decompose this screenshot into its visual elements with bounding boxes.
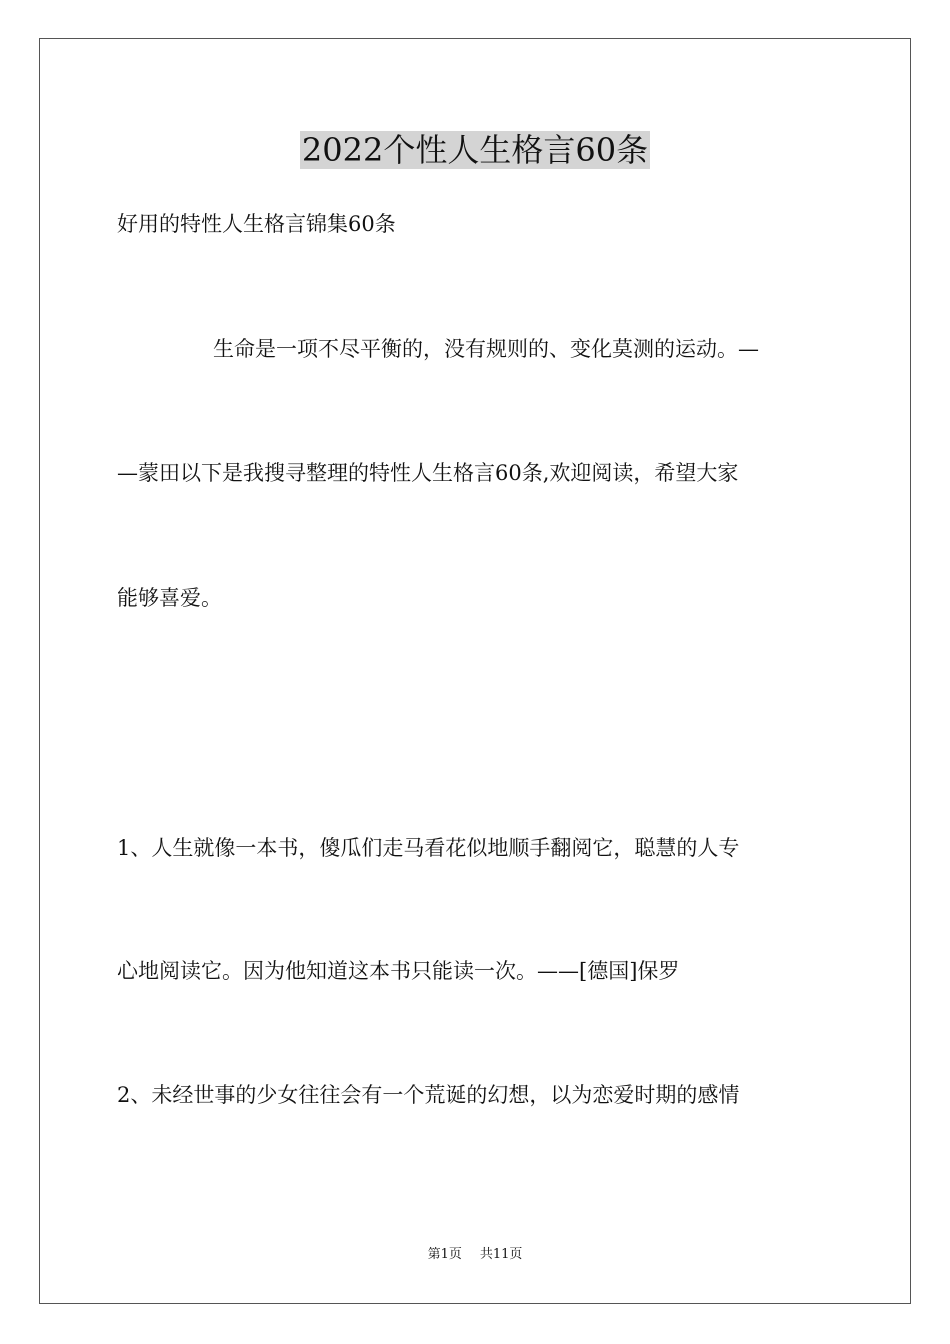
paragraph-line: 能够喜爱。 [117, 586, 222, 610]
subtitle: 好用的特性人生格言锦集60条 [117, 212, 396, 236]
paragraph-line: —蒙田以下是我搜寻整理的特性人生格言60条,欢迎阅读，希望大家 [117, 461, 739, 485]
page-total: 共11页 [479, 1247, 523, 1262]
title-text: 2022个性人生格言60条 [301, 131, 649, 169]
page-number: 第1页 [427, 1247, 462, 1262]
quote-line: 1、人生就像一本书，傻瓜们走马看花似地顺手翻阅它，聪慧的人专 [117, 836, 740, 860]
quote-line: 心地阅读它。因为他知道这本书只能读一次。——[德国]保罗 [117, 959, 680, 983]
paragraph-line: 生命是一项不尽平衡的，没有规则的、变化莫测的运动。— [213, 337, 759, 361]
document-title [0, 128, 950, 172]
page-footer [0, 1246, 950, 1264]
quote-line: 2、未经世事的少女往往会有一个荒诞的幻想，以为恋爱时期的感情 [117, 1083, 740, 1107]
